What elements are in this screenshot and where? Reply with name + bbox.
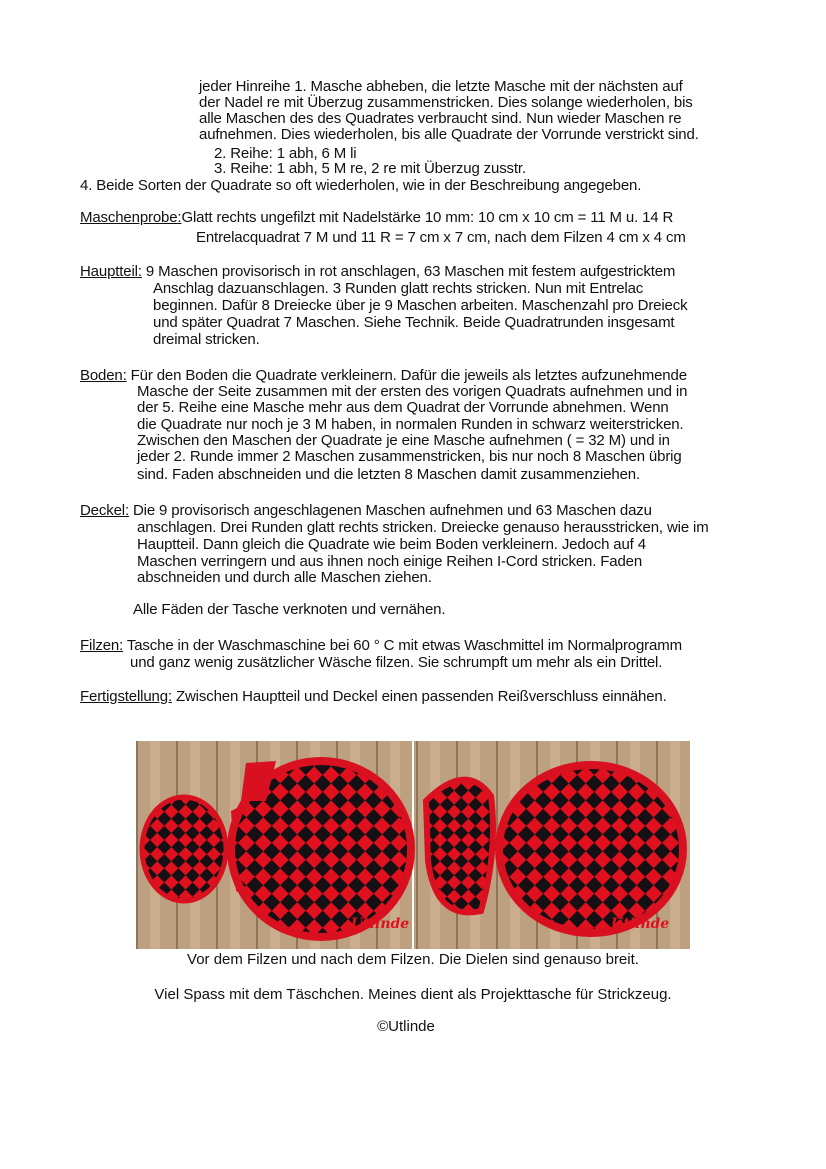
maschenprobe-section [80, 210, 673, 226]
bag-after-felting [426, 765, 683, 933]
section-text: Tasche in der Waschmaschine bei 60 ° C mit etwas Waschmittel im Normalprogramm [123, 637, 682, 654]
row-3-instruction: 3. Reihe: 1 abh, 5 M re, 2 re mit Überzug zusstr. [214, 160, 526, 177]
bag-photo [136, 741, 690, 949]
section-label: Filzen: [80, 637, 124, 654]
text-line: sind. Faden abschneiden und die letzten 8 Maschen damit zusammenziehen. [137, 466, 640, 483]
text-line: der 5. Reihe eine Masche mehr aus dem Quadrat der Vorrunde abnehmen. Wenn [137, 399, 669, 416]
text-line: Masche der Seite zusammen mit der ersten des vorigen Quadrats aufnehmen und in [137, 383, 688, 400]
section-text: Die 9 provisorisch angeschlagenen Maschen aufnehmen und 63 Maschen dazu [128, 502, 652, 519]
text-line: der Nadel re mit Überzug zusammenstricken. Dies solange wiederholen, bis [199, 94, 693, 111]
text-line: aufnehmen. Dies wiederholen, bis alle Quadrate der Vorrunde verstrickt sind. [199, 126, 699, 143]
section-text: 9 Maschen provisorisch in rot anschlagen, 63 Maschen mit festem aufgestricktem [141, 263, 676, 280]
fertigstellung-section [80, 689, 667, 705]
deckel-section [80, 503, 652, 519]
text-line: jeder 2. Runde immer 2 Maschen zusammenstricken, bis nur noch 8 Maschen übrig [137, 448, 682, 465]
text-line: die Quadrate nur noch je 3 M haben, in normalen Runden in schwarz weiterstricken. [137, 416, 684, 433]
text-line: dreimal stricken. [153, 331, 260, 348]
text-line: jeder Hinreihe 1. Masche abheben, die letzte Masche mit der nächsten auf [199, 78, 683, 95]
step-4: 4. Beide Sorten der Quadrate so oft wiederholen, wie in der Beschreibung angegeben. [80, 177, 642, 194]
text-line: und ganz wenig zusätzlicher Wäsche filzen. Sie schrumpft um mehr als ein Drittel. [130, 654, 663, 671]
text-line: Anschlag dazuanschlagen. 3 Runden glatt rechts stricken. Nun mit Entrelac [153, 280, 644, 297]
text-line: abschneiden und durch alle Maschen ziehen. [137, 569, 432, 586]
filzen-section [80, 638, 682, 654]
section-label: Hauptteil: [80, 263, 142, 280]
hauptteil-section [80, 264, 675, 280]
faeden-note: Alle Fäden der Tasche verknoten und vernähen. [133, 601, 446, 618]
copyright: ©Utlinde [377, 1018, 435, 1035]
row-2-instruction: 2. Reihe: 1 abh, 6 M li [214, 145, 357, 162]
section-label: Deckel: [80, 502, 129, 519]
text-line: Maschen verringern und aus ihnen noch einige Reihen I-Cord stricken. Faden [137, 553, 643, 570]
watermark-right: Utlinde [611, 916, 670, 932]
photo-caption: Vor dem Filzen und nach dem Filzen. Die Dielen sind genauso breit. [187, 951, 639, 968]
text-line: und später Quadrat 7 Maschen. Siehe Technik. Beide Quadratrunden insgesamt [153, 314, 675, 331]
section-text: Zwischen Hauptteil und Deckel einen passenden Reißverschluss einnähen. [171, 688, 667, 705]
boden-section [80, 368, 687, 384]
text-line: beginnen. Dafür 8 Dreiecke über je 9 Maschen arbeiten. Maschenzahl pro Dreieck [153, 297, 688, 314]
closing-text: Viel Spass mit dem Täschchen. Meines dient als Projekttasche für Strickzeug. [154, 986, 672, 1003]
section-text: Glatt rechts ungefilzt mit Nadelstärke 10 mm: 10 cm x 10 cm = 11 M u. 14 R [181, 209, 674, 226]
text-line: Zwischen den Maschen der Quadrate je eine Masche aufnehmen ( = 32 M) und in [137, 432, 670, 449]
section-label: Boden: [80, 367, 127, 384]
section-label: Maschenprobe: [80, 209, 182, 226]
text-line: anschlagen. Drei Runden glatt rechts stricken. Dreiecke genauso herausstricken, wie im [137, 519, 709, 536]
text-line: alle Maschen des des Quadrates verbraucht sind. Nun wieder Maschen re [199, 110, 682, 127]
section-text: Für den Boden die Quadrate verkleinern. Dafür die jeweils als letztes aufzunehmende [126, 367, 687, 384]
text-line: Hauptteil. Dann gleich die Quadrate wie beim Boden verkleinern. Jedoch auf 4 [137, 536, 646, 553]
watermark-left: Utlinde [351, 916, 410, 932]
text-line: Entrelacquadrat 7 M und 11 R = 7 cm x 7 cm, nach dem Filzen 4 cm x 4 cm [196, 229, 686, 246]
section-label: Fertigstellung: [80, 688, 172, 705]
